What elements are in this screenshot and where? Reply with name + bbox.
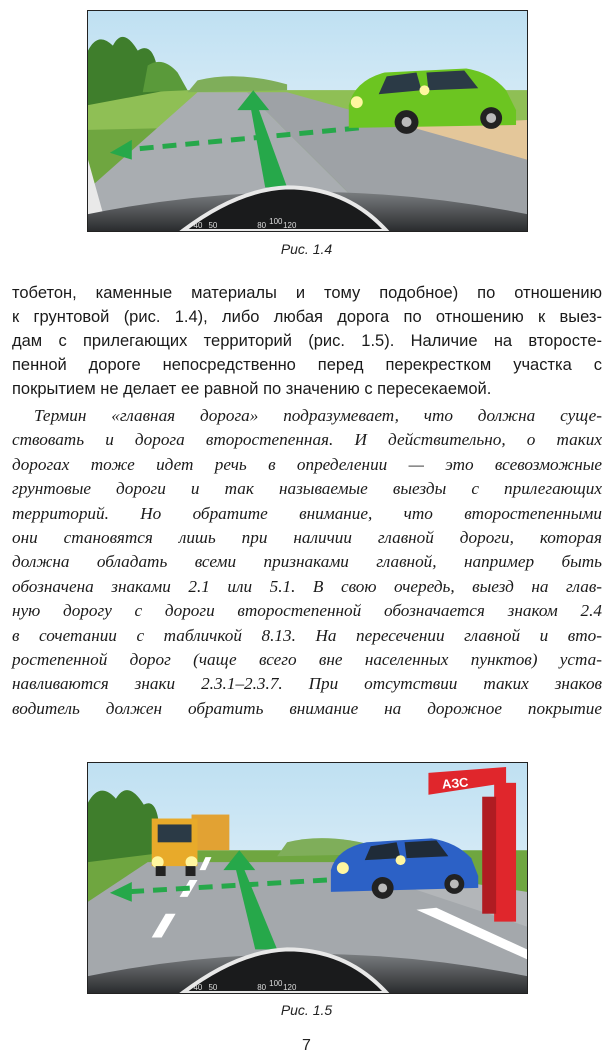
speedo-80: 80 (257, 983, 267, 993)
station-sign-text: АЗС (441, 774, 470, 792)
body-paragraph-2 (12, 404, 602, 721)
text-line: Термин «главная дорога» подразумевает, что должна суще- (34, 406, 602, 425)
speedo-100: 100 (269, 979, 283, 989)
speedo-100: 100 (269, 217, 283, 227)
body-paragraph-1 (12, 281, 602, 401)
text-line: водитель должен обратить внимание на дорожное покрытие (12, 698, 602, 718)
text-line: дам с прилегающих территорий (рис. 1.5). Наличие на второсте- (12, 332, 602, 350)
text-line: тобетон, каменные материалы и тому подобное) по отношению (12, 284, 602, 302)
text-line: ростепенной дорог (чаще всего вне населенных пунктов) уста- (12, 650, 602, 670)
text-line: территорий. Но обратите внимание, что второстепенными (12, 503, 602, 523)
text-line: покрытием не делает ее равной по значению с пересекаемой. (12, 380, 492, 398)
text-line: обозначена знаками 2.1 или 5.1. В свою очередь, выезд на глав- (12, 576, 602, 596)
text-line: в сочетании с табличкой 8.13. На пересечении главной и вто- (12, 625, 602, 645)
speedo-120: 120 (283, 221, 297, 231)
text-line: ную дорогу с дороги второстепенной обозначается знаком 2.4 (12, 601, 602, 621)
figure-caption-1-5: Рис. 1.5 (280, 1002, 333, 1018)
speedo-120: 120 (283, 983, 297, 993)
figure-1-4-illustration (87, 10, 528, 232)
blue-car (331, 838, 478, 898)
text-line: пенной дороге непосредственно перед перекрестком участка с (12, 356, 602, 374)
speedo-50: 50 (208, 983, 218, 993)
page-number: 7 (302, 1037, 311, 1054)
text-line: навливаются знаки 2.3.1–2.3.7. При отсутствии таких знаков (12, 674, 602, 694)
green-car (349, 68, 516, 133)
text-line: должна обладать всеми признаками главной, например быть (12, 552, 602, 572)
text-line: к грунтовой (рис. 1.4), либо любая дорога по отношению к выез- (12, 308, 602, 326)
text-line: дорогах тоже идет речь в определении — это всевозможные (12, 454, 602, 474)
speedo-80: 80 (257, 221, 267, 231)
figure-1-5-illustration (87, 762, 528, 994)
text-line: грунтовые дороги и так называемые выезды с прилегающих (12, 479, 602, 499)
text-line: они становятся лишь при наличии главной дороги, которая (12, 528, 602, 548)
text-line: ствовать и дорога второстепенная. И действительно, о таких (12, 430, 602, 450)
speedo-40: 40 (193, 221, 203, 231)
speedo-40: 40 (193, 983, 203, 993)
figure-caption-1-4: Рис. 1.4 (280, 241, 333, 257)
speedo-50: 50 (208, 221, 218, 231)
